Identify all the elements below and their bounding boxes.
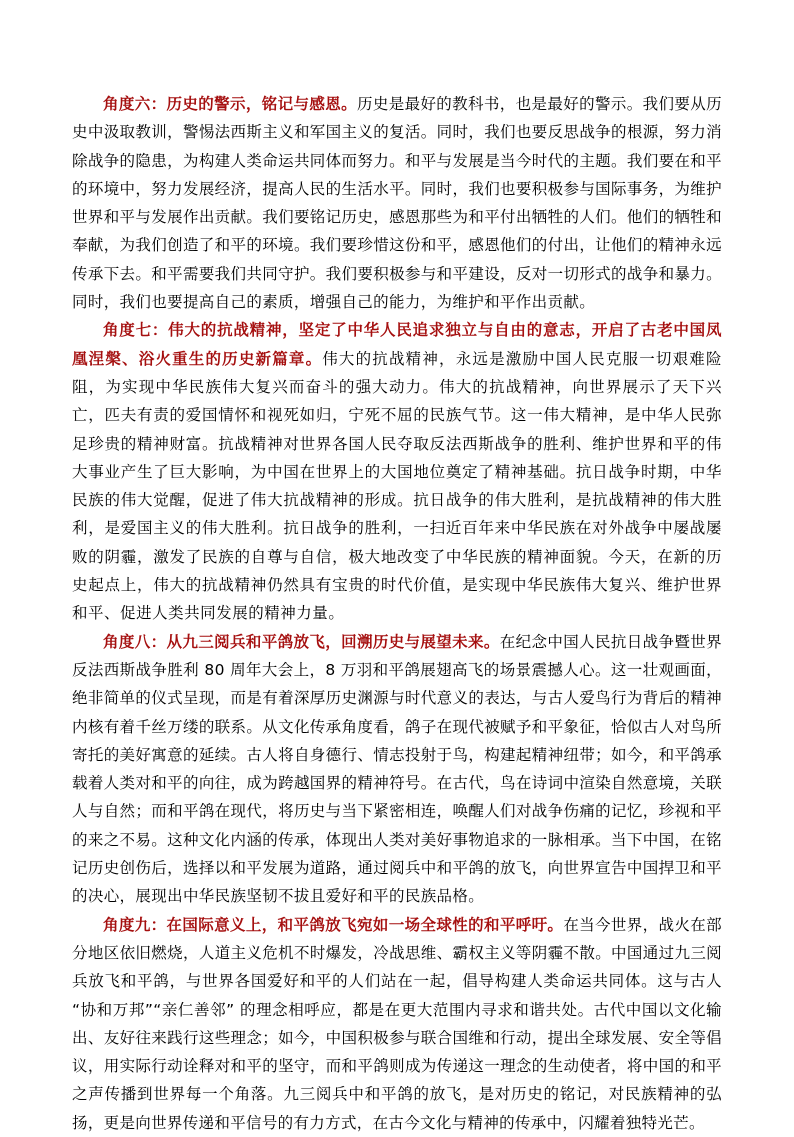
paragraph-body: 在纪念中国人民抗日战争暨世界反法西斯战争胜利 80 周年大会上，8 万羽和平鸽展翅高飞的场景震撼人心。这一壮观画面，绝非简单的仪式呈现，而是有着深厚历史渊源与时代意义的表达，与古人爱鸟行为背后的精神内核有着千丝万缕的联系。从文化传承角度看，鸽子在现代被赋予和平象征，恰似古人对鸟所寄托的美好寓意的延续。古人将自身德行、情志投射于鸟，构建起精神纽带；如今，和平鸽承载着人类对和平的向往，成为跨越国界的精神符号。在古代，鸟在诗词中渲染自然意境，关联人与自然；而和平鸽在现代，将历史与当下紧密相连，唤醒人们对战争伤痛的记忆，珍视和平的来之不易。这种文化内涵的传承，体现出人类对美好事物追求的一脉相承。当下中国，在铭记历史创伤后，选择以和平发展为道路，通过阅兵中和平鸽的放飞，向世界宣告中国捍卫和平的决心，展现出中华民族坚韧不拔且爱好和平的民族品格。 [72,632,722,906]
paragraph-angle-eight [72,628,722,911]
paragraph-heading: 角度八：从九三阅兵和平鸽放飞，回溯历史与展望未来。 [103,632,500,651]
paragraph-angle-nine [72,911,722,1137]
paragraph-heading: 角度九：在国际意义上，和平鸽放飞宛如一场全球性的和平呼吁。 [103,915,564,934]
paragraph-body: 伟大的抗战精神，永远是激励中国人民克服一切艰难险阻，为实现中华民族伟大复兴而奋斗的强大动力。伟大的抗战精神，向世界展示了天下兴亡，匹夫有责的爱国情怀和视死如归，宁死不屈的民族气节。这一伟大精神，是中华人民弥足珍贵的精神财富。抗战精神对世界各国人民夺取反法西斯战争的胜利、维护世界和平的伟大事业产生了巨大影响，为中国在世界上的大国地位奠定了精神基础。抗日战争时期，中华民族的伟大觉醒，促进了伟大抗战精神的形成。抗日战争的伟大胜利，是抗战精神的伟大胜利，是爱国主义的伟大胜利。抗日战争的胜利，一扫近百年来中华民族在对外战争中屡战屡败的阴霾，激发了民族的自尊与自信，极大地改变了中华民族的精神面貌。今天，在新的历史起点上，伟大的抗战精神仍然具有宝贵的时代价值，是实现中华民族伟大复兴、维护世界和平、促进人类共同发展的精神力量。 [72,349,722,623]
paragraph-body: 在当今世界，战火在部分地区依旧燃烧，人道主义危机不时爆发，冷战思维、霸权主义等阴霾不散。中国通过九三阅兵放飞和平鸽，与世界各国爱好和平的人们站在一起，倡导构建人类命运共同体。这与古人 “协和万邦”“亲仁善邻” 的理念相呼应，都是在更大范围内寻求和谐共处。古代中国以文化输出、友好往来践行这些理念；如今，中国积极参与联合国维和行动，提出全球发展、安全等倡议，用实际行动诠释对和平的坚守，而和平鸽则成为传递这一理念的生动使者，将中国的和平之声传播到世界每一个角落。九三阅兵中和平鸽的放飞，是对历史的铭记，对民族精神的弘扬，更是向世界传递和平信号的有力方式，在古今文化与精神的传承中，闪耀着独特光芒。 [72,915,722,1132]
paragraph-body: 历史是最好的教科书，也是最好的警示。我们要从历史中汲取教训，警惕法西斯主义和军国主义的复活。同时，我们也要反思战争的根源，努力消除战争的隐患，为构建人类命运共同体而努力。和平与发展是当今时代的主题。我们要在和平的环境中，努力发展经济，提高人民的生活水平。同时，我们也要积极参与国际事务，为维护世界和平与发展作出贡献。我们要铭记历史，感恩那些为和平付出牺牲的人们。他们的牺牲和奉献，为我们创造了和平的环境。我们要珍惜这份和平，感恩他们的付出，让他们的精神永远传承下去。和平需要我们共同守护。我们要积极参与和平建设，反对一切形式的战争和暴力。同时，我们也要提高自己的素质，增强自己的能力，为维护和平作出贡献。 [72,95,722,312]
paragraph-heading: 角度七：伟大的抗战精神，坚定了中华人民追求独立与自由的意志，开启了古老中国凤凰涅槃、浴火重生的历史新篇章。 [72,321,722,368]
document-page [72,90,722,1137]
paragraph-heading: 角度六：历史的警示，铭记与感恩。 [103,95,357,113]
paragraph-angle-six [72,90,722,316]
paragraph-angle-seven [72,316,722,627]
